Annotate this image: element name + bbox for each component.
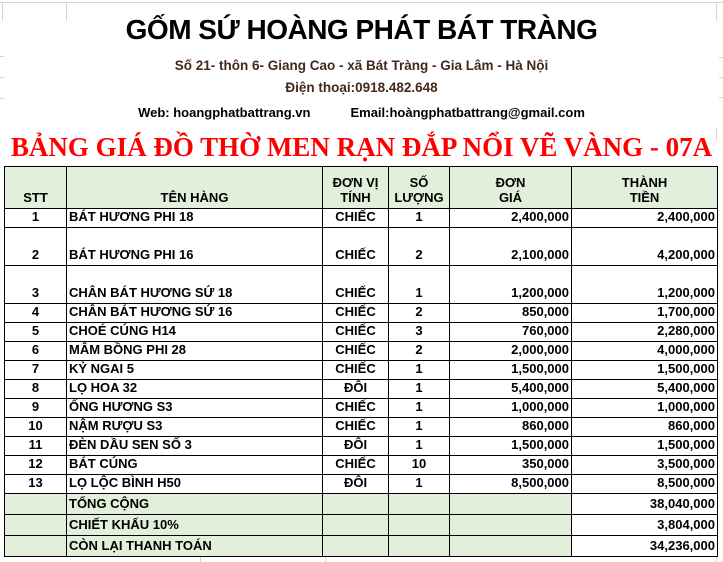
company-address: Số 21- thôn 6- Giang Cao - xã Bát Tràng - Gia Lâm - Hà Nội	[174, 58, 549, 73]
summary-label[interactable]: CÒN LẠI THANH TOÁN	[67, 536, 323, 557]
cell-total[interactable]: 1,500,000	[572, 437, 718, 456]
cell-unit[interactable]	[323, 515, 389, 536]
table-row	[5, 266, 718, 304]
col-header-name[interactable]: TÊN HÀNG	[67, 167, 323, 209]
table-row	[5, 228, 718, 266]
spreadsheet-gridline	[0, 77, 4, 78]
table-header-row	[5, 167, 718, 209]
cell-qty[interactable]	[389, 494, 450, 515]
summary-value[interactable]: 38,040,000	[572, 494, 718, 515]
cell-unit[interactable]: CHIẾC	[323, 399, 389, 418]
summary-row-balance	[5, 536, 718, 557]
cell-unit-price[interactable]: 5,400,000	[450, 380, 572, 399]
cell-unit-price[interactable]: 1,000,000	[450, 399, 572, 418]
cell-qty[interactable]: 2	[389, 342, 450, 361]
summary-label[interactable]: CHIẾT KHẤU 10%	[67, 515, 323, 536]
cell-stt[interactable]: 11	[5, 437, 67, 456]
summary-row-total	[5, 494, 718, 515]
cell-unit-price[interactable]: 860,000	[450, 418, 572, 437]
cell-qty[interactable]: 1	[389, 361, 450, 380]
cell-qty[interactable]: 3	[389, 323, 450, 342]
table-row	[5, 399, 718, 418]
cell-total[interactable]: 4,000,000	[572, 342, 718, 361]
cell-unit-price[interactable]	[450, 536, 572, 557]
cell-stt[interactable]: 9	[5, 399, 67, 418]
table-row	[5, 380, 718, 399]
cell-stt[interactable]: 7	[5, 361, 67, 380]
summary-value[interactable]: 3,804,000	[572, 515, 718, 536]
col-header-total[interactable]: THÀNH TIỀN	[572, 167, 718, 209]
cell-unit[interactable]: CHIẾC	[323, 342, 389, 361]
summary-row-discount	[5, 515, 718, 536]
cell-unit-price[interactable]: 350,000	[450, 456, 572, 475]
table-row	[5, 361, 718, 380]
table-row	[5, 304, 718, 323]
cell-qty[interactable]	[389, 515, 450, 536]
cell-qty[interactable]: 1	[389, 437, 450, 456]
cell-qty[interactable]: 1	[389, 209, 450, 228]
cell-unit-price[interactable]: 1,500,000	[450, 437, 572, 456]
cell-total[interactable]: 1,000,000	[572, 399, 718, 418]
cell-stt[interactable]	[5, 515, 67, 536]
cell-stt[interactable]: 10	[5, 418, 67, 437]
spreadsheet-gridline	[716, 557, 717, 562]
cell-unit-price[interactable]: 850,000	[450, 304, 572, 323]
cell-total[interactable]: 1,500,000	[572, 361, 718, 380]
cell-total[interactable]: 8,500,000	[572, 475, 718, 494]
cell-name[interactable]: KỶ NGAI 5	[67, 361, 323, 380]
cell-stt[interactable]	[5, 536, 67, 557]
cell-name[interactable]: CHÂN BÁT HƯƠNG SỨ 16	[67, 304, 323, 323]
cell-unit[interactable]: CHIẾC	[323, 266, 389, 304]
cell-stt[interactable]: 1	[5, 209, 67, 228]
cell-qty[interactable]: 1	[389, 266, 450, 304]
cell-name[interactable]: NẬM RƯỢU S3	[67, 418, 323, 437]
table-row	[5, 209, 718, 228]
cell-qty[interactable]: 1	[389, 475, 450, 494]
cell-stt[interactable]: 13	[5, 475, 67, 494]
cell-name[interactable]: MÂM BỒNG PHI 28	[67, 342, 323, 361]
summary-label[interactable]: TỔNG CỘNG	[67, 494, 323, 515]
cell-stt[interactable]: 5	[5, 323, 67, 342]
cell-unit-price[interactable]: 1,500,000	[450, 361, 572, 380]
col-header-unit[interactable]: ĐƠN VỊ TÍNH	[323, 167, 389, 209]
cell-qty[interactable]	[389, 536, 450, 557]
cell-unit[interactable]	[323, 536, 389, 557]
cell-total[interactable]: 4,200,000	[572, 228, 718, 266]
cell-unit[interactable]	[323, 494, 389, 515]
cell-name[interactable]: CHÂN BÁT HƯƠNG SỨ 18	[67, 266, 323, 304]
cell-qty[interactable]: 1	[389, 418, 450, 437]
cell-name[interactable]: CHOÉ CÚNG H14	[67, 323, 323, 342]
cell-unit[interactable]: CHIẾC	[323, 418, 389, 437]
spreadsheet-gridline	[200, 557, 201, 562]
web-email-row	[0, 105, 723, 120]
spreadsheet-gridline	[719, 77, 723, 78]
company-phone: Điện thoại:0918.482.648	[285, 80, 438, 95]
cell-qty[interactable]: 2	[389, 304, 450, 323]
cell-total[interactable]: 3,500,000	[572, 456, 718, 475]
cell-total[interactable]: 2,400,000	[572, 209, 718, 228]
cell-total[interactable]: 1,200,000	[572, 266, 718, 304]
cell-qty[interactable]: 10	[389, 456, 450, 475]
cell-name[interactable]: LỌ LỘC BÌNH H50	[67, 475, 323, 494]
spreadsheet-gridline	[0, 2, 723, 3]
cell-name[interactable]: ỐNG HƯƠNG S3	[67, 399, 323, 418]
col-header-qty[interactable]: SỐ LƯỢNG	[389, 167, 450, 209]
cell-name[interactable]: ĐÈN DẦU SEN SỐ 3	[67, 437, 323, 456]
cell-unit[interactable]: CHIẾC	[323, 228, 389, 266]
spreadsheet-gridline	[325, 557, 326, 562]
table-row	[5, 437, 718, 456]
company-email: Email:hoàngphatbattrang@gmail.com	[350, 105, 585, 120]
cell-unit-price[interactable]: 8,500,000	[450, 475, 572, 494]
cell-name[interactable]: LỌ HOA 32	[67, 380, 323, 399]
cell-name[interactable]: BÁT HƯƠNG PHI 18	[67, 209, 323, 228]
price-list-title: BẢNG GIÁ ĐỒ THỜ MEN RẠN ĐẮP NỔI VẼ VÀNG - 07A	[10, 132, 713, 162]
cell-total[interactable]: 860,000	[572, 418, 718, 437]
cell-unit-price[interactable]: 2,400,000	[450, 209, 572, 228]
table-row	[5, 456, 718, 475]
cell-stt[interactable]	[5, 494, 67, 515]
cell-unit[interactable]: ĐÔI	[323, 437, 389, 456]
table-row	[5, 342, 718, 361]
cell-total[interactable]: 2,280,000	[572, 323, 718, 342]
cell-unit[interactable]: CHIẾC	[323, 323, 389, 342]
cell-unit-price[interactable]: 2,100,000	[450, 228, 572, 266]
cell-unit[interactable]: ĐÔI	[323, 475, 389, 494]
spreadsheet-gridline	[719, 97, 723, 98]
cell-unit[interactable]: CHIẾC	[323, 361, 389, 380]
table-row	[5, 475, 718, 494]
spreadsheet-gridline	[0, 56, 4, 57]
cell-qty[interactable]: 2	[389, 228, 450, 266]
cell-unit[interactable]: ĐÔI	[323, 380, 389, 399]
cell-name[interactable]: BÁT HƯƠNG PHI 16	[67, 228, 323, 266]
price-table	[4, 166, 718, 557]
cell-unit-price[interactable]: 1,200,000	[450, 266, 572, 304]
table-row	[5, 323, 718, 342]
cell-stt[interactable]: 8	[5, 380, 67, 399]
cell-stt[interactable]: 12	[5, 456, 67, 475]
cell-qty[interactable]: 1	[389, 380, 450, 399]
cell-stt[interactable]: 3	[5, 266, 67, 304]
cell-stt[interactable]: 4	[5, 304, 67, 323]
cell-unit-price[interactable]	[450, 494, 572, 515]
col-header-unit-price[interactable]: ĐƠN GIÁ	[450, 167, 572, 209]
cell-name[interactable]: BÁT CÚNG	[67, 456, 323, 475]
cell-stt[interactable]: 6	[5, 342, 67, 361]
cell-unit[interactable]: CHIẾC	[323, 209, 389, 228]
company-website: Web: hoangphatbattrang.vn	[138, 105, 311, 120]
cell-total[interactable]: 1,700,000	[572, 304, 718, 323]
summary-value[interactable]: 34,236,000	[572, 536, 718, 557]
table-row	[5, 418, 718, 437]
cell-qty[interactable]: 1	[389, 399, 450, 418]
cell-unit[interactable]: CHIẾC	[323, 304, 389, 323]
cell-stt[interactable]: 2	[5, 228, 67, 266]
cell-unit-price[interactable]	[450, 515, 572, 536]
col-header-stt[interactable]: STT	[5, 167, 67, 209]
cell-total[interactable]: 5,400,000	[572, 380, 718, 399]
cell-unit[interactable]: CHIẾC	[323, 456, 389, 475]
company-name: GỐM SỨ HOÀNG PHÁT BÁT TRÀNG	[125, 14, 598, 45]
cell-unit-price[interactable]: 2,000,000	[450, 342, 572, 361]
spreadsheet-gridline	[0, 98, 4, 99]
cell-unit-price[interactable]: 760,000	[450, 323, 572, 342]
